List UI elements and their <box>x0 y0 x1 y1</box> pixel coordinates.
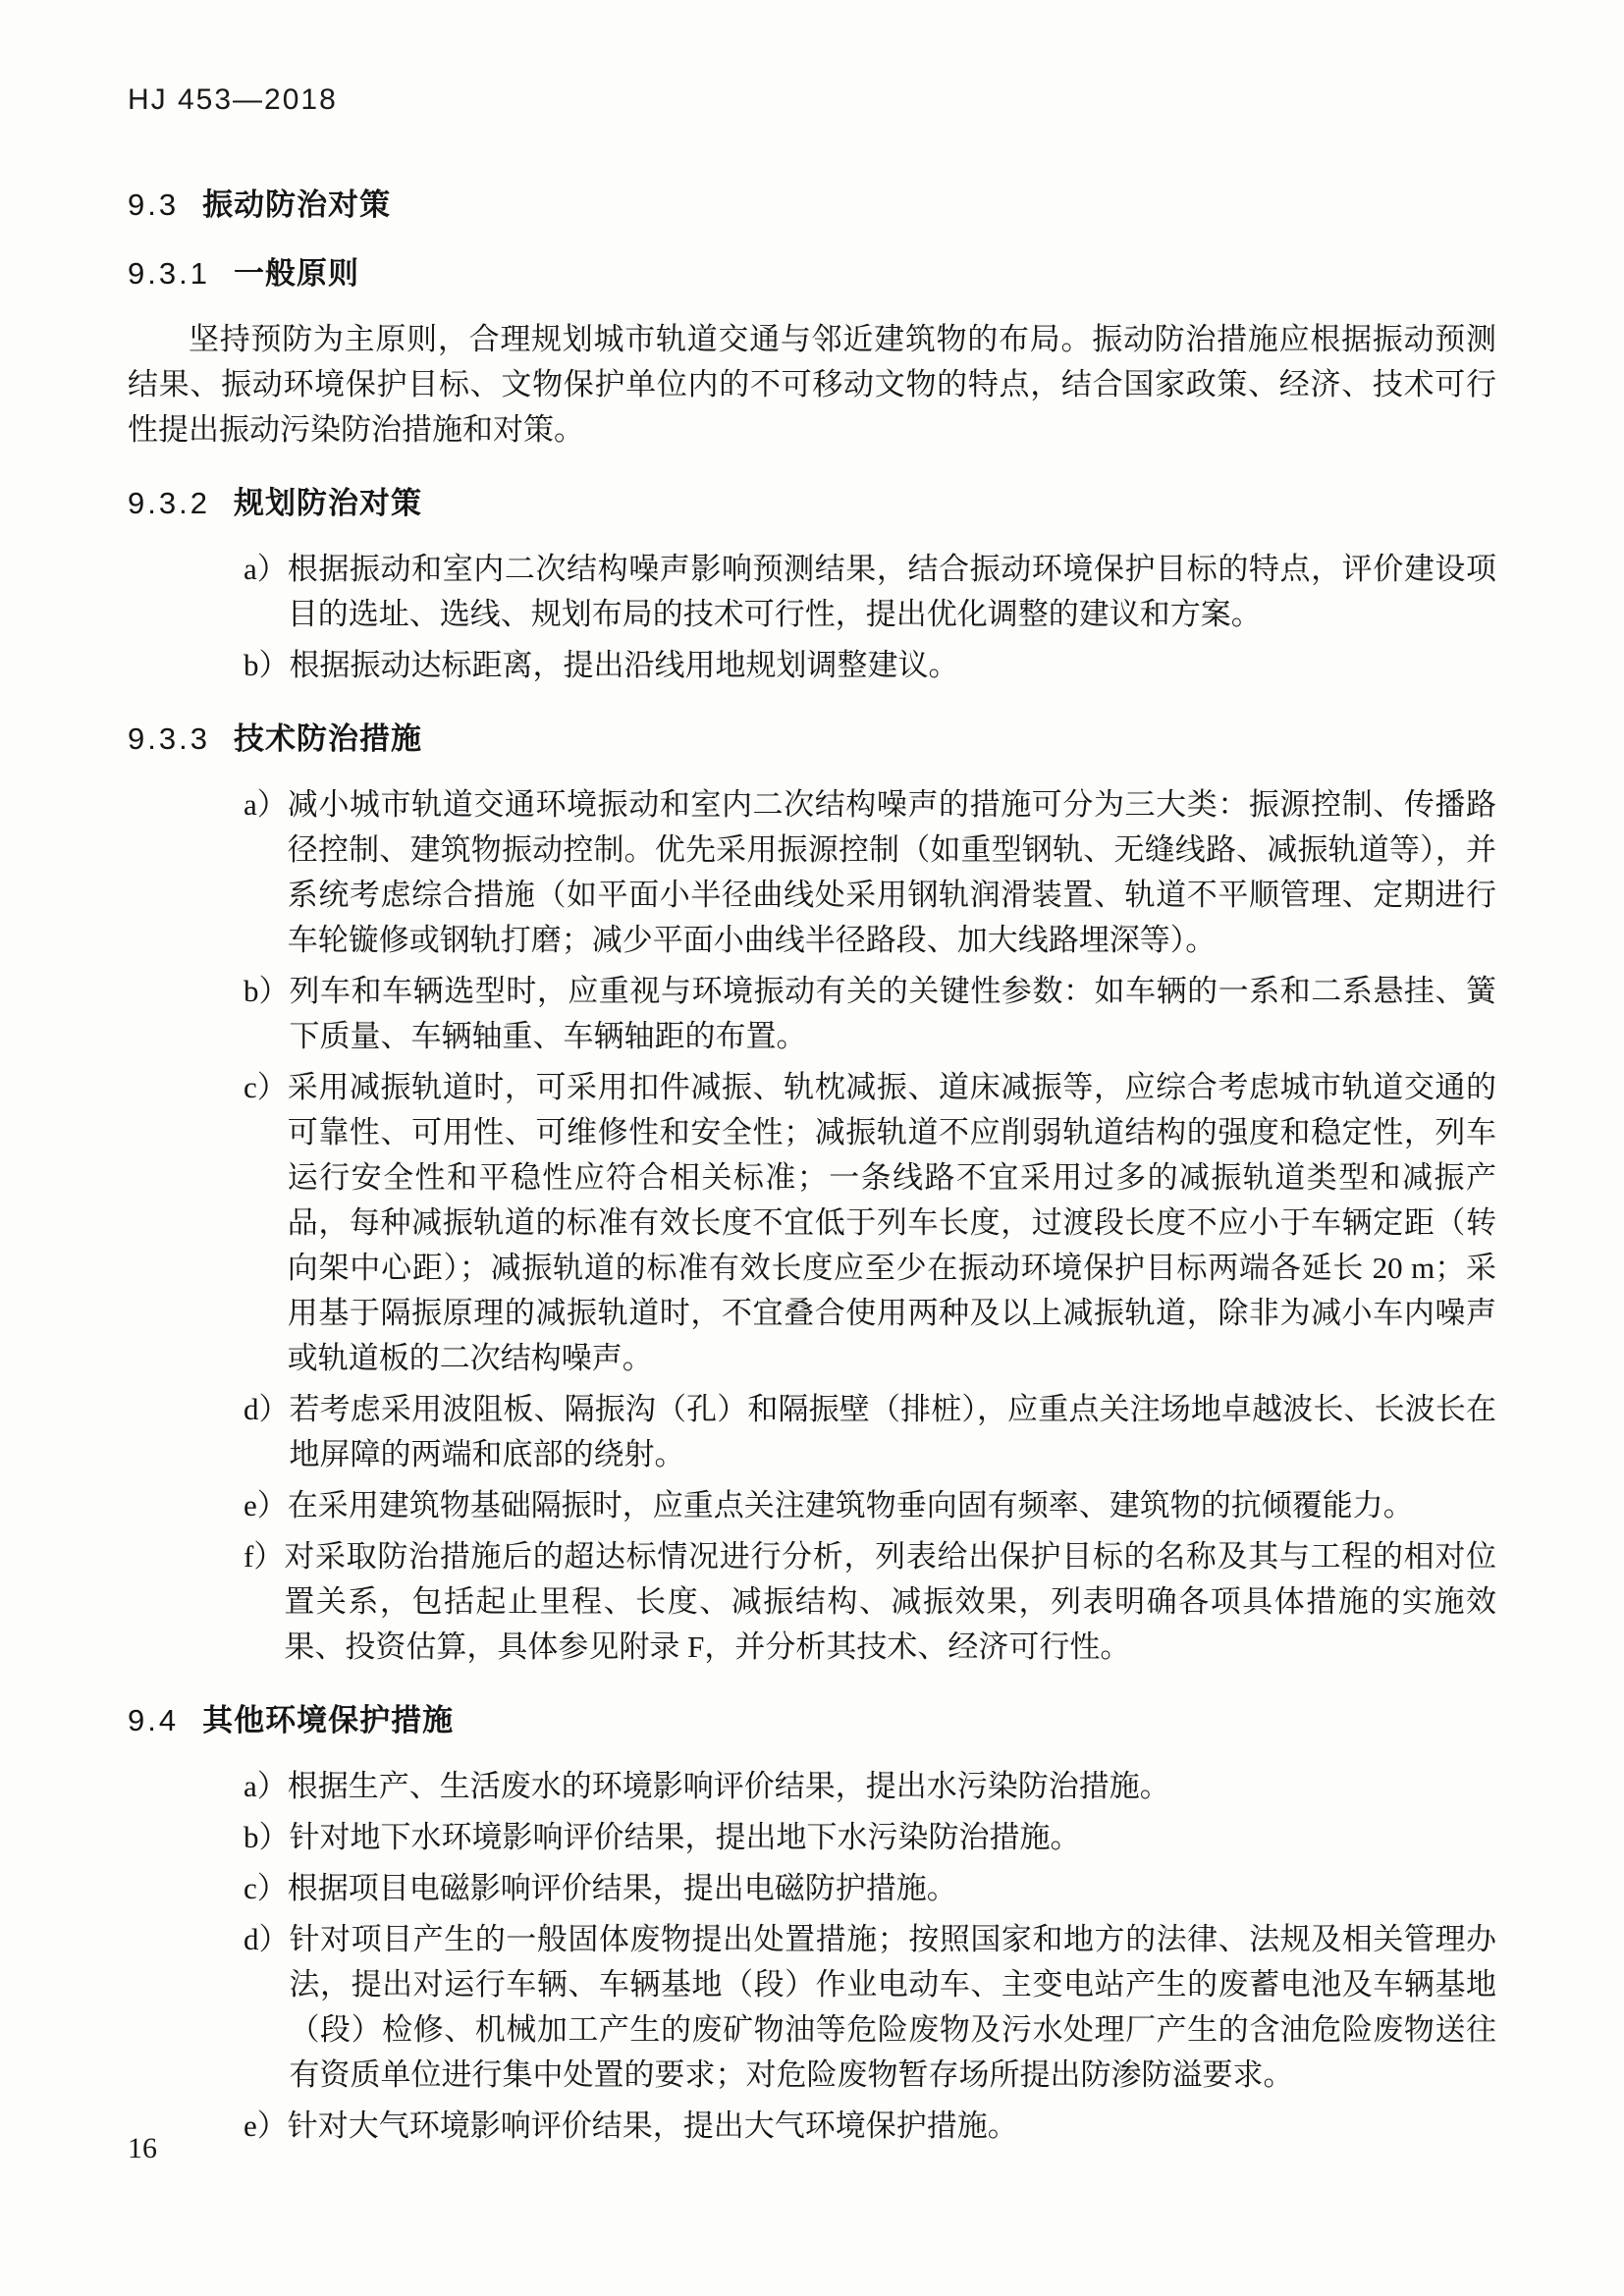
document-standard-number: HJ 453—2018 <box>128 83 338 116</box>
list-item-a <box>128 1764 1496 1809</box>
list-item-label: e） <box>244 1488 288 1522</box>
section-heading-9-4 <box>128 1703 1496 1738</box>
list-item-text: 采用减振轨道时，可采用扣件减振、轨枕减振、道床减振等，应综合考虑城市轨道交通的可靠性、可用性、可维修性和安全性；减振轨道不应削弱轨道结构的强度和稳定性，列车运行安全性和平稳性应符合相关标准；一条线路不宜采用过多的减振轨道类型和减振产品，每种减振轨道的标准有效长度不宜低于列车长度，过渡段长度不应小于车辆定距（转向架中心距）；减振轨道的标准有效长度应至少在振动环境保护目标两端各延长 20 m；采用基于隔振原理的减振轨道时，不宜叠合使用两种及以上减振轨道，除非为减小车内噪声或轨道板的二次结构噪声。 <box>287 1070 1496 1375</box>
section-title: 一般原则 <box>233 256 359 291</box>
list-item-label: b） <box>244 648 290 682</box>
list-item-label: a） <box>244 552 288 586</box>
section-number: 9.3.1 <box>128 256 210 291</box>
list-item-text: 针对项目产生的一般固体废物提出处置措施；按照国家和地方的法律、法规及相关管理办法，提出对运行车辆、车辆基地（段）作业电动车、主变电站产生的废蓄电池及车辆基地（段）检修、机械加工产生的废矿物油等危险废物及污水处理厂产生的含油危险废物送往有资质单位进行集中处置的要求；对危险废物暂存场所提出防渗防溢要求。 <box>289 1922 1496 2092</box>
list-item-e <box>128 2104 1496 2149</box>
list-item-label: c） <box>244 1070 288 1104</box>
list-item-text: 若考虑采用波阻板、隔振沟（孔）和隔振壁（排桩），应重点关注场地卓越波长、长波长在地屏障的两端和底部的绕射。 <box>289 1392 1496 1471</box>
section-number: 9.3.3 <box>128 721 210 756</box>
section-number: 9.4 <box>128 1703 180 1737</box>
list-item-a <box>128 782 1496 963</box>
list-item-label: a） <box>244 787 288 822</box>
list-item-label: a） <box>244 1769 288 1803</box>
list-item-c <box>128 1866 1496 1911</box>
list-item-text: 减小城市轨道交通环境振动和室内二次结构噪声的措施可分为三大类：振源控制、传播路径控制、建筑物振动控制。优先采用振源控制（如重型钢轨、无缝线路、减振轨道等），并系统考虑综合措施（如平面小半径曲线处采用钢轨润滑装置、轨道不平顺管理、定期进行车轮镟修或钢轨打磨；减少平面小曲线半径路段、加大线路埋深等）。 <box>287 787 1496 957</box>
body-paragraph: 坚持预防为主原则，合理规划城市轨道交通与邻近建筑物的布局。振动防治措施应根据振动预测结果、振动环境保护目标、文物保护单位内的不可移动文物的特点，结合国家政策、经济、技术可行性提出振动污染防治措施和对策。 <box>128 322 1496 447</box>
section-title: 其他环境保护措施 <box>202 1703 455 1737</box>
list-item-f <box>128 1534 1496 1670</box>
list-item-c <box>128 1065 1496 1381</box>
list-item-d <box>128 1387 1496 1477</box>
list-item-text: 根据生产、生活废水的环境影响评价结果，提出水污染防治措施。 <box>287 1769 1170 1803</box>
list-item-text: 在采用建筑物基础隔振时，应重点关注建筑物垂向固有频率、建筑物的抗倾覆能力。 <box>287 1488 1414 1522</box>
section-heading-9-3 <box>128 187 1496 223</box>
section-number: 9.3.2 <box>128 486 210 520</box>
list-item-b <box>128 969 1496 1059</box>
section-title: 技术防治措施 <box>233 721 422 756</box>
list-item-a <box>128 547 1496 637</box>
list-item-text: 对采取防治措施后的超达标情况进行分析，列表给出保护目标的名称及其与工程的相对位置关系，包括起止里程、长度、减振结构、减振效果，列表明确各项具体措施的实施效果、投资估算，具体参见附录 F，并分析其技术、经济可行性。 <box>284 1539 1496 1664</box>
list-item-text: 根据振动达标距离，提出沿线用地规划调整建议。 <box>289 648 959 682</box>
section-title: 振动防治对策 <box>202 187 392 222</box>
list-item-label: b） <box>244 974 290 1008</box>
page-number: 16 <box>128 2132 157 2164</box>
section-title: 规划防治对策 <box>233 486 422 520</box>
list-item-text: 针对地下水环境影响评价结果，提出地下水污染防治措施。 <box>289 1820 1081 1854</box>
list-item-label: e） <box>244 2109 288 2143</box>
list-item-text: 根据项目电磁影响评价结果，提出电磁防护措施。 <box>287 1871 957 1905</box>
section-heading-9-3-3 <box>128 721 1496 757</box>
list-item-text: 针对大气环境影响评价结果，提出大气环境保护措施。 <box>287 2109 1018 2143</box>
list-item-text: 列车和车辆选型时，应重视与环境振动有关的关键性参数：如车辆的一系和二系悬挂、簧下质量、车辆轴重、车辆轴距的布置。 <box>289 974 1496 1053</box>
list-item-label: c） <box>244 1871 288 1905</box>
list-item-label: d） <box>244 1922 290 1956</box>
list-item-e <box>128 1483 1496 1528</box>
section-number: 9.3 <box>128 187 180 222</box>
list-item-label: f） <box>244 1539 285 1574</box>
section-heading-9-3-2 <box>128 486 1496 521</box>
section-heading-9-3-1 <box>128 256 1496 292</box>
list-item-text: 根据振动和室内二次结构噪声影响预测结果，结合振动环境保护目标的特点，评价建设项目的选址、选线、规划布局的技术可行性，提出优化调整的建议和方案。 <box>287 552 1496 631</box>
list-item-b <box>128 1815 1496 1860</box>
list-item-b <box>128 643 1496 688</box>
list-item-label: b） <box>244 1820 290 1854</box>
document-body <box>128 187 1496 2149</box>
list-item-label: d） <box>244 1392 290 1426</box>
list-item-d <box>128 1917 1496 2098</box>
